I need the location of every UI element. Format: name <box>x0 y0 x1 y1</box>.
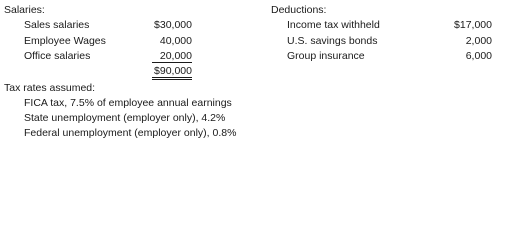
deduction-row-amount-group-insurance: 6,000 <box>465 50 492 62</box>
salary-row-amount-sales: $30,000 <box>154 19 192 31</box>
tax-rate-item-state-unemployment: State unemployment (employer only), 4.2% <box>24 112 226 124</box>
tax-rate-item-fica: FICA tax, 7.5% of employee annual earnings <box>24 97 232 109</box>
tax-rate-item-federal-unemployment: Federal unemployment (employer only), 0.8% <box>24 127 237 139</box>
deduction-row-amount-income-tax: $17,000 <box>454 19 492 31</box>
salary-row-label-office: Office salaries <box>24 50 91 62</box>
salary-row-label-sales: Sales salaries <box>24 19 90 31</box>
deduction-row-label-income-tax: Income tax withheld <box>287 19 380 31</box>
deductions-heading: Deductions: <box>271 4 327 16</box>
deduction-row-label-group-insurance: Group insurance <box>287 50 365 62</box>
salaries-total: $90,000 <box>152 65 192 80</box>
deduction-row-label-savings-bonds: U.S. savings bonds <box>287 35 378 47</box>
tax-rates-heading: Tax rates assumed: <box>4 82 96 94</box>
salary-row-label-wages: Employee Wages <box>24 35 106 47</box>
salaries-heading: Salaries: <box>4 4 45 16</box>
salary-row-amount-office: 20,000 <box>152 50 192 63</box>
salary-row-amount-wages: 40,000 <box>159 35 192 47</box>
deduction-row-amount-savings-bonds: 2,000 <box>465 35 492 47</box>
